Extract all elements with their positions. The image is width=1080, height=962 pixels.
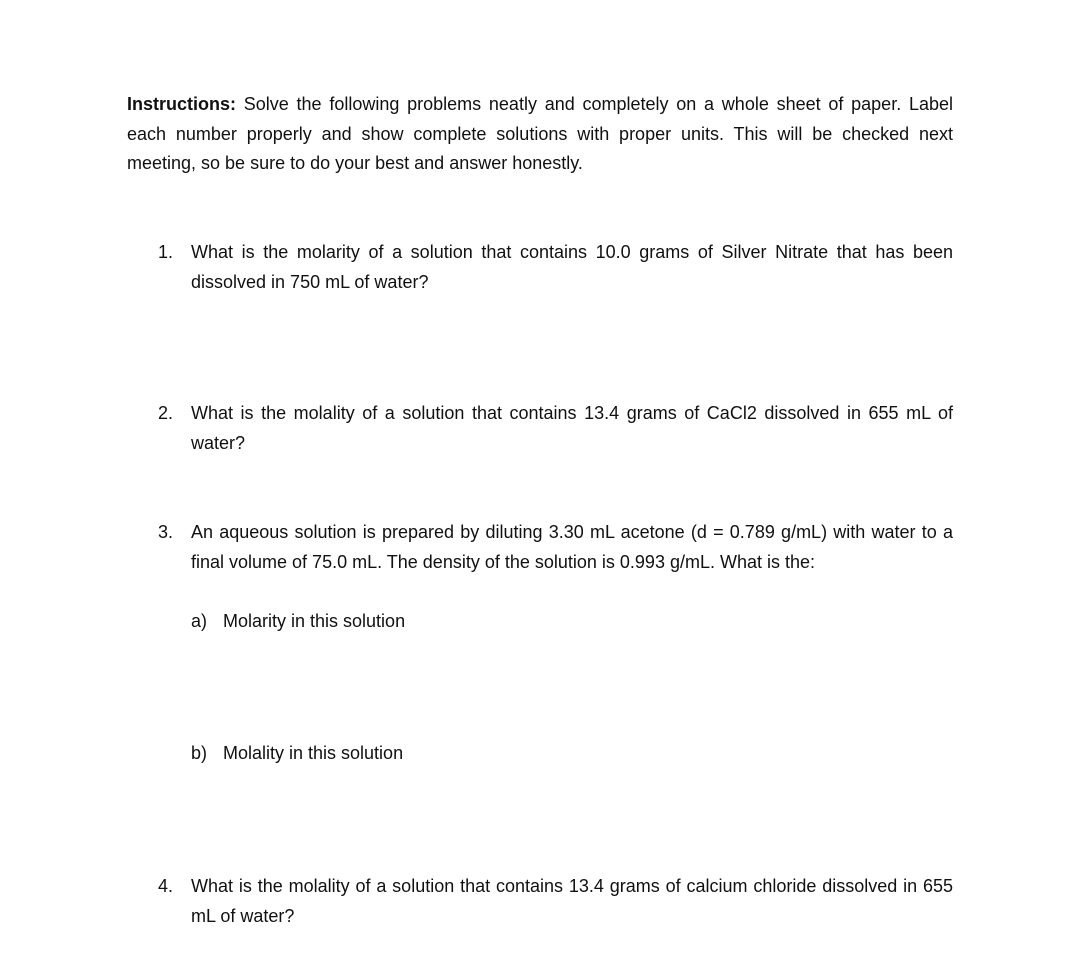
instructions-paragraph (127, 90, 953, 179)
question-text: An aqueous solution is prepared by diluting 3.30 mL acetone (d = 0.789 g/mL) with water to a final volume of 75.0 mL. The density of the solution is 0.993 g/mL. What is the: (191, 522, 953, 572)
part-letter: a) (191, 611, 208, 631)
question-number: 4. (158, 876, 174, 896)
part-letter: b) (191, 743, 208, 763)
question-3-part-a (191, 606, 405, 636)
question-number: 2. (158, 403, 174, 423)
question-1 (158, 237, 953, 297)
question-number: 1. (158, 242, 174, 262)
question-4 (158, 871, 953, 931)
instructions-text: Solve the following problems neatly and completely on a whole sheet of paper. Label each number properly and show complete solutions with proper units. This will be checked next meeting, so be sure to do your best and answer honestly. (127, 94, 953, 173)
question-text: What is the molality of a solution that contains 13.4 grams of CaCl2 dissolved in 655 mL of water? (191, 403, 953, 453)
question-number: 3. (158, 522, 174, 542)
part-text: Molarity in this solution (223, 611, 406, 631)
instructions-label: Instructions: (127, 94, 237, 114)
question-3 (158, 517, 953, 577)
question-text: What is the molarity of a solution that contains 10.0 grams of Silver Nitrate that has been dissolved in 750 mL of water? (191, 242, 953, 292)
question-text: What is the molality of a solution that contains 13.4 grams of calcium chloride dissolved in 655 mL of water? (191, 876, 953, 926)
question-3-part-b (191, 738, 403, 768)
question-2 (158, 398, 953, 458)
part-text: Molality in this solution (223, 743, 404, 763)
